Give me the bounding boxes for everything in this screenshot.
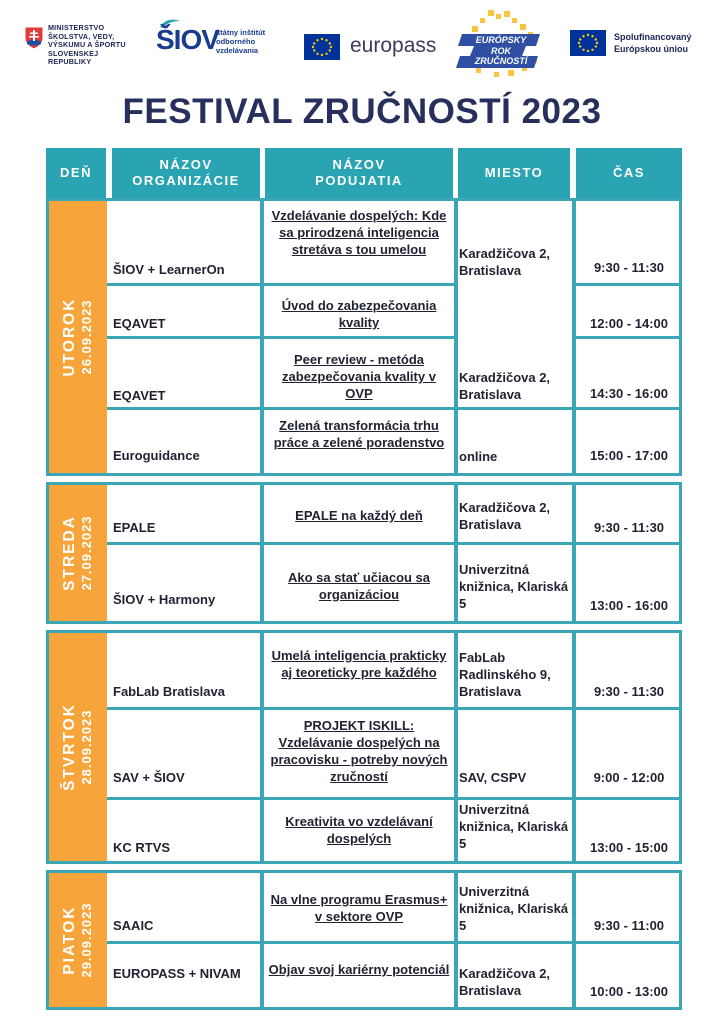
day-date: 29.09.2023	[79, 902, 94, 978]
day-label	[61, 703, 95, 791]
ministry-line: ŠKOLSTVA, VEDY,	[48, 31, 115, 41]
page-title: FESTIVAL ZRUČNOSTÍ 2023	[122, 92, 602, 131]
ministry-line: VÝSKUMU A ŠPORTU	[48, 40, 126, 49]
event-cell: Peer review - metóda zabezpečovania kvality v OVP	[282, 352, 436, 401]
time-cell: 9:30 - 11:30	[593, 260, 665, 275]
time-cell: 9:00 - 12:00	[593, 770, 665, 785]
column-divider	[454, 485, 458, 621]
day-name: STREDA	[61, 515, 78, 591]
europass-logo	[304, 32, 450, 62]
org-cell: SAV + ŠIOV	[113, 770, 185, 785]
column-divider	[454, 201, 458, 473]
header-time	[576, 148, 682, 198]
header-org-line: NÁZOV	[159, 157, 213, 172]
day-date: 26.09.2023	[79, 299, 94, 375]
column-divider	[260, 485, 264, 621]
event-cell: Zelená transformácia trhu práce a zelené poradenstvo	[273, 418, 445, 450]
column-divider	[454, 873, 458, 1007]
day-name: PIATOK	[61, 905, 78, 975]
ministry-line: SLOVENSKEJ REPUBLIKY	[48, 48, 99, 66]
row-divider	[107, 283, 454, 286]
event-cell: Kreativita vo vzdelávaní dospelých	[285, 814, 433, 846]
day-date: 27.09.2023	[79, 515, 94, 591]
org-cell: FabLab Bratislava	[113, 684, 225, 699]
day-group-tuesday	[46, 198, 682, 476]
european-year-of-skills-logo	[448, 8, 552, 78]
org-cell: EUROPASS + NIVAM	[113, 966, 241, 981]
skills-year-line: EURÓPSKY	[475, 35, 527, 45]
row-divider	[107, 941, 682, 944]
ministry-logo	[24, 24, 142, 64]
event-cell: PROJEKT ISKILL: Vzdelávanie dospelých na pracovisku - potreby nových zručností	[270, 718, 448, 784]
header-day-label: DEŇ	[60, 165, 92, 180]
row-divider	[107, 542, 682, 545]
place-cell: online	[459, 449, 498, 464]
time-cell: 13:00 - 15:00	[589, 840, 669, 855]
org-cell: ŠIOV + Harmony	[113, 592, 216, 607]
event-cell: Úvod do zabezpečovania kvality	[281, 298, 437, 330]
time-cell: 9:30 - 11:30	[593, 684, 665, 699]
day-band	[49, 485, 107, 621]
row-divider	[107, 797, 682, 800]
column-divider	[260, 633, 264, 861]
day-band	[49, 201, 107, 473]
place-cell: Karadžičova 2, Bratislava	[459, 370, 551, 402]
ministry-line: MINISTERSTVO	[48, 23, 105, 32]
day-name: UTOROK	[61, 297, 78, 377]
place-cell: SAV, CSPV	[459, 770, 527, 785]
column-divider	[454, 633, 458, 861]
siov-wordmark: ŠIOV	[156, 24, 219, 55]
header-event-line: NÁZOV	[332, 157, 386, 172]
event-cell: Ako sa stať učiacou sa organizáciou	[287, 570, 431, 602]
eu-flag-icon	[304, 34, 340, 60]
cofund-line: Európskou úniou	[614, 44, 688, 54]
header-organization	[112, 148, 260, 198]
org-cell: EPALE	[113, 520, 156, 535]
header-time-label: ČAS	[613, 165, 645, 180]
header-org-line: ORGANIZÁCIE	[132, 173, 240, 188]
day-label	[61, 515, 95, 591]
place-cell: Karadžičova 2, Bratislava	[459, 966, 551, 998]
row-divider	[107, 407, 682, 410]
header-day	[46, 148, 106, 198]
org-cell: Euroguidance	[113, 448, 200, 463]
skills-year-line: ROK	[491, 46, 511, 56]
org-cell: SAAIC	[113, 918, 154, 933]
eu-flag-icon	[570, 30, 606, 56]
org-cell: EQAVET	[113, 388, 166, 403]
place-cell: Karadžičova 2, Bratislava	[459, 246, 551, 278]
column-divider	[572, 633, 576, 861]
time-cell: 13:00 - 16:00	[589, 598, 669, 613]
time-cell: 10:00 - 13:00	[589, 984, 669, 999]
skills-year-line: ZRUČNOSTÍ	[474, 56, 528, 66]
column-divider	[260, 873, 264, 1007]
logo-bar	[0, 0, 724, 84]
row-divider	[576, 336, 682, 339]
event-cell: Na vlne programu Erasmus+ v sektore OVP	[270, 892, 448, 924]
event-cell: Umelá inteligencia prakticky aj teoreticky pre každého	[271, 648, 447, 680]
day-band	[49, 633, 107, 861]
event-cell: EPALE na každý deň	[295, 508, 423, 523]
day-label	[61, 902, 95, 977]
org-cell: ŠIOV + LearnerOn	[113, 262, 225, 277]
day-name: ŠTVRTOK	[61, 703, 78, 791]
siov-line: odborného	[216, 37, 256, 46]
header-event-line: PODUJATIA	[315, 173, 403, 188]
siov-line: vzdelávania	[216, 46, 259, 55]
time-cell: 14:30 - 16:00	[589, 386, 669, 401]
place-cell: FabLab Radlinského 9, Bratislava	[459, 650, 551, 699]
slovak-crest-icon	[24, 26, 44, 50]
time-cell: 9:30 - 11:30	[593, 520, 665, 535]
day-label	[61, 298, 95, 377]
day-group-friday	[46, 870, 682, 1010]
day-date: 28.09.2023	[79, 709, 94, 785]
eu-cofunded-logo	[570, 28, 710, 62]
row-divider	[576, 283, 682, 286]
header-place-label: MIESTO	[484, 165, 544, 180]
siov-logo	[156, 18, 286, 66]
europass-wordmark: europass	[350, 34, 437, 57]
day-group-wednesday	[46, 482, 682, 624]
place-cell: Univerzitná knižnica, Klariská 5	[459, 884, 569, 933]
time-cell: 12:00 - 14:00	[589, 316, 669, 331]
row-divider	[107, 707, 682, 710]
event-cell: Vzdelávanie dospelých: Kde sa prirodzená inteligencia stretáva s tou umelou	[271, 208, 447, 257]
time-cell: 9:30 - 11:00	[593, 918, 665, 933]
org-cell: EQAVET	[113, 316, 166, 331]
header-place	[458, 148, 570, 198]
row-divider	[107, 336, 454, 339]
day-group-thursday	[46, 630, 682, 864]
event-cell: Objav svoj kariérny potenciál	[268, 962, 450, 977]
cofund-line: Spolufinancovaný	[614, 32, 692, 42]
place-cell: Univerzitná knižnica, Klariská 5	[459, 802, 569, 851]
header-event	[265, 148, 453, 198]
place-cell: Univerzitná knižnica, Klariská 5	[459, 562, 569, 611]
place-cell: Karadžičova 2, Bratislava	[459, 500, 551, 532]
org-cell: KC RTVS	[113, 840, 171, 855]
day-band	[49, 873, 107, 1007]
time-cell: 15:00 - 17:00	[589, 448, 669, 463]
siov-line: štátny inštitút	[216, 28, 266, 37]
